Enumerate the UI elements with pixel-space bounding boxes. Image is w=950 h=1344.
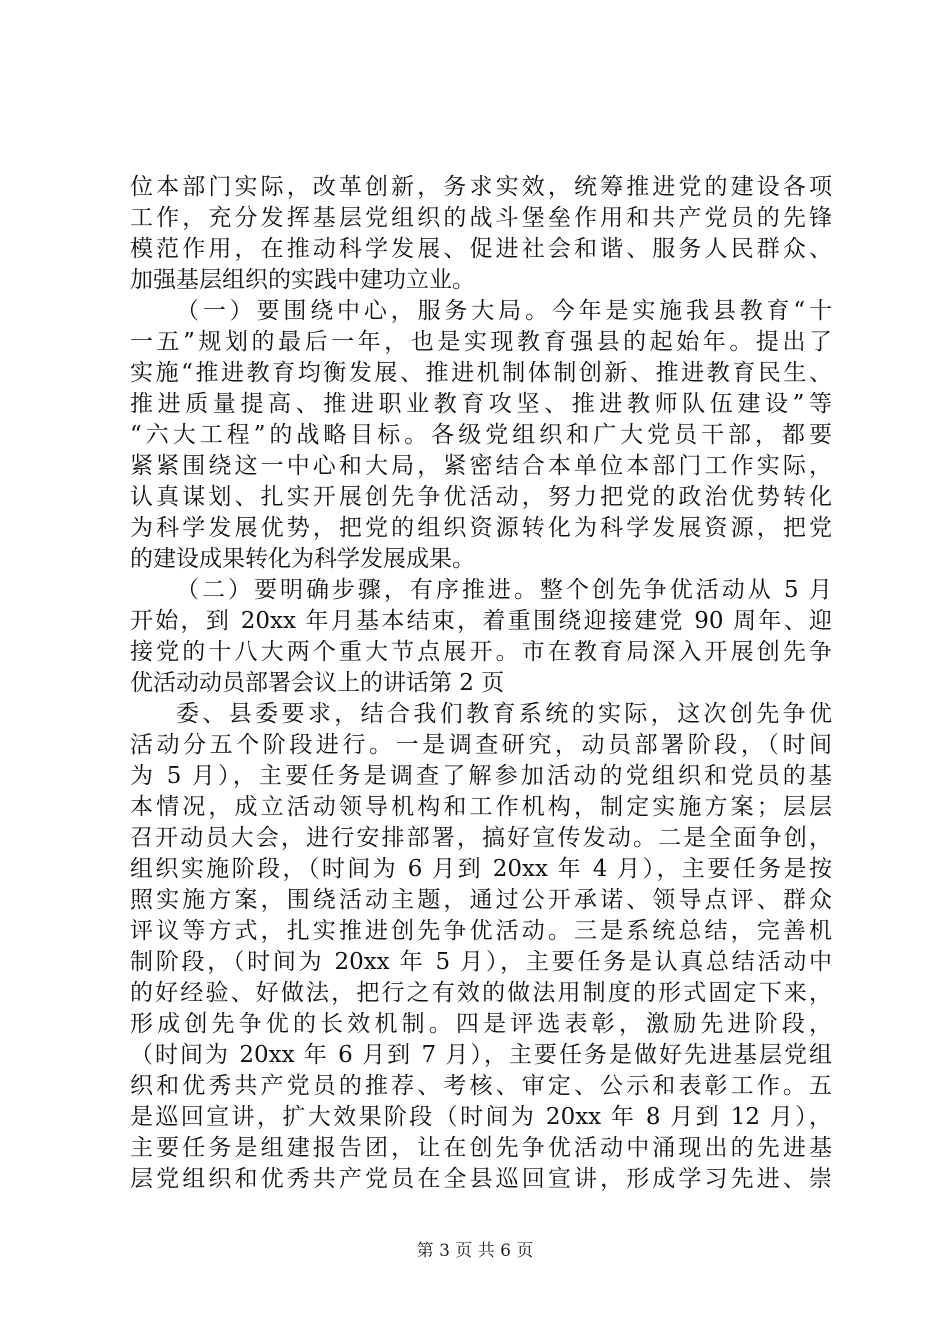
- text-line: 推进质量提高、推进职业教育攻坚、推进教师队伍建设”等: [130, 391, 832, 417]
- text-line: （时间为 20xx 年 6 月到 7 月），主要任务是做好先进基层党组: [130, 1042, 832, 1068]
- text-line: 层党组织和优秀共产党员在全县巡回宣讲，形成学习先进、崇: [130, 1166, 832, 1192]
- text-line: 的好经验、好做法，把行之有效的做法用制度的形式固定下来，: [130, 980, 832, 1006]
- text-line: 接党的十八大两个重大节点展开。市在教育局深入开展创先争: [130, 639, 832, 665]
- text-line: 委、县委要求，结合我们教育系统的实际，这次创先争优: [176, 701, 832, 727]
- text-line: （一）要围绕中心，服务大局。今年是实施我县教育“十: [176, 298, 832, 324]
- text-line: 组织实施阶段，（时间为 6 月到 20xx 年 4 月），主要任务是按: [130, 856, 832, 882]
- text-line: 的建设成果转化为科学发展成果。: [130, 546, 475, 572]
- text-line: “六大工程”的战略目标。各级党组织和广大党员干部，都要: [130, 422, 832, 448]
- text-line: 照实施方案，围绕活动主题，通过公开承诺、领导点评、群众: [130, 887, 832, 913]
- text-line: 模范作用，在推动科学发展、促进社会和谐、服务人民群众、: [130, 236, 832, 262]
- text-line: 主要任务是组建报告团，让在创先争优活动中涌现出的先进基: [130, 1135, 832, 1161]
- text-line: 实施“推进教育均衡发展、推进机制体制创新、推进教育民生、: [130, 360, 832, 386]
- text-line: 为 5 月），主要任务是调查了解参加活动的党组织和党员的基: [130, 763, 832, 789]
- text-line: 为科学发展优势，把党的组织资源转化为科学发展资源，把党: [130, 515, 832, 541]
- text-line: 工作，充分发挥基层党组织的战斗堡垒作用和共产党员的先锋: [130, 205, 832, 231]
- text-line: 召开动员大会，进行安排部署，搞好宣传发动。二是全面争创，: [130, 825, 832, 851]
- text-line: 制阶段，（时间为 20xx 年 5 月），主要任务是认真总结活动中: [130, 949, 832, 975]
- text-line: 形成创先争优的长效机制。四是评选表彰，激励先进阶段，: [130, 1011, 832, 1037]
- text-line: 认真谋划、扎实开展创先争优活动，努力把党的政治优势转化: [130, 484, 832, 510]
- text-line: 紧紧围绕这一中心和大局，紧密结合本单位本部门工作实际，: [130, 453, 832, 479]
- text-line: 一五”规划的最后一年，也是实现教育强县的起始年。提出了: [130, 329, 832, 355]
- text-line: 活动分五个阶段进行。一是调查研究，动员部署阶段，（时间: [130, 732, 832, 758]
- text-line: （二）要明确步骤，有序推进。整个创先争优活动从 5 月: [176, 577, 832, 603]
- text-line: 加强基层组织的实践中建功立业。: [130, 267, 475, 293]
- page-footer: 第 3 页 共 6 页: [416, 1241, 534, 1261]
- text-line: 是巡回宣讲，扩大效果阶段（时间为 20xx 年 8 月到 12 月），: [130, 1104, 832, 1130]
- text-line: 本情况，成立活动领导机构和工作机构，制定实施方案；层层: [130, 794, 832, 820]
- text-line: 织和优秀共产党员的推荐、考核、审定、公示和表彰工作。五: [130, 1073, 832, 1099]
- text-line: 优活动动员部署会议上的讲话第 2 页: [130, 670, 505, 696]
- text-line: 位本部门实际，改革创新，务求实效，统筹推进党的建设各项: [130, 174, 832, 200]
- text-line: 评议等方式，扎实推进创先争优活动。三是系统总结，完善机: [130, 918, 832, 944]
- document-body: [130, 172, 832, 1195]
- text-line: 开始，到 20xx 年月基本结束，着重围绕迎接建党 90 周年、迎: [130, 608, 832, 634]
